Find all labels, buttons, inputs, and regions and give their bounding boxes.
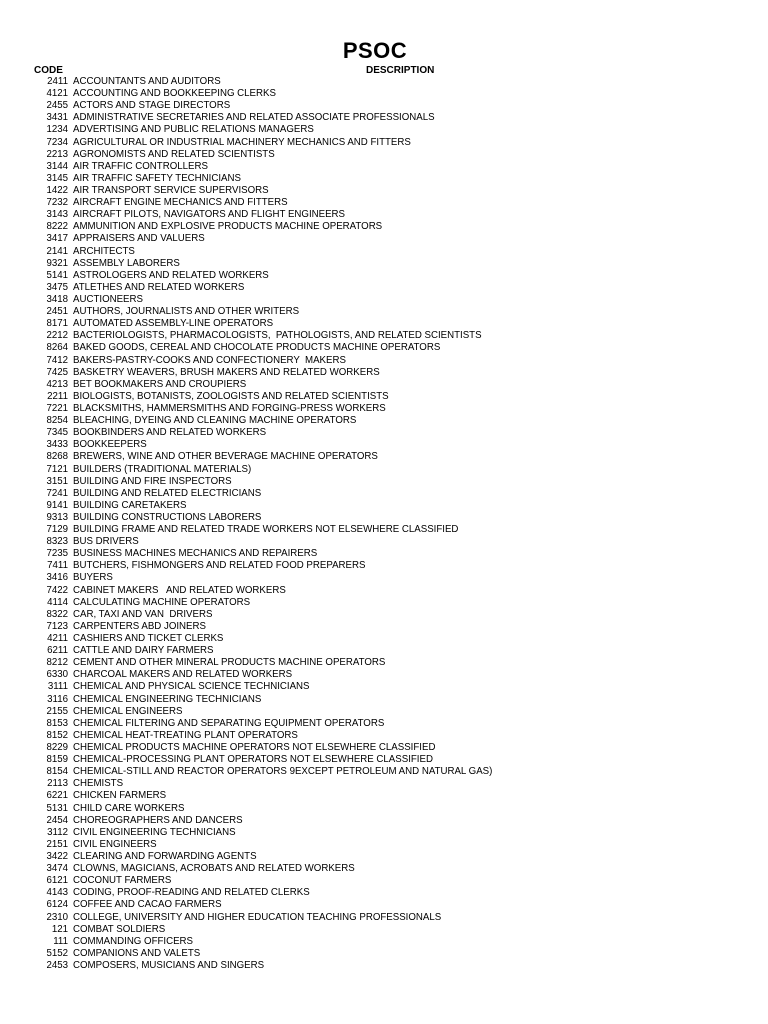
list-item <box>0 657 768 669</box>
occupation-description: CHEMICAL-STILL AND REACTOR OPERATORS 9EXCEPT PETROLEUM AND NATURAL GAS) <box>73 766 493 778</box>
list-item <box>0 233 768 245</box>
occupation-code: 3111 <box>47 681 68 693</box>
list-item <box>0 427 768 439</box>
occupation-code: 3418 <box>46 293 68 305</box>
occupation-code: 7235 <box>46 548 68 560</box>
list-item <box>0 282 768 294</box>
list-item <box>0 451 768 463</box>
occupation-code: 8323 <box>46 536 68 548</box>
list-item <box>0 875 768 887</box>
occupation-description: BAKERS-PASTRY-COOKS AND CONFECTIONERY MAKERS <box>73 354 346 366</box>
occupation-description: ACCOUNTING AND BOOKKEEPING CLERKS <box>73 88 276 100</box>
list-item <box>0 960 768 972</box>
occupation-description: BUS DRIVERS <box>73 536 139 548</box>
occupation-description: CIVIL ENGINEERING TECHNICIANS <box>73 826 236 838</box>
list-item <box>0 512 768 524</box>
list-item <box>0 415 768 427</box>
list-item <box>0 790 768 802</box>
list-item <box>0 161 768 173</box>
list-item <box>0 100 768 112</box>
occupation-code: 7422 <box>46 584 68 596</box>
occupation-code: 3144 <box>46 160 68 172</box>
list-item <box>0 621 768 633</box>
list-item <box>0 778 768 790</box>
occupation-code: 4114 <box>47 596 68 608</box>
occupation-code: 6221 <box>46 790 68 802</box>
occupation-code: 2212 <box>46 330 68 342</box>
occupation-description: CHEMISTS <box>73 778 124 790</box>
occupation-description: AIR TRAFFIC SAFETY TECHNICIANS <box>73 172 241 184</box>
occupation-code: 8212 <box>46 657 68 669</box>
occupation-code: 5141 <box>46 269 68 281</box>
occupation-code: 7121 <box>46 463 68 475</box>
occupation-description: BUYERS <box>73 572 113 584</box>
list-item <box>0 112 768 124</box>
list-item <box>0 815 768 827</box>
occupation-description: BUILDING AND RELATED ELECTRICIANS <box>73 487 262 499</box>
occupation-code: 4121 <box>46 88 68 100</box>
occupation-description: BACTERIOLOGISTS, PHARMACOLOGISTS, PATHOLOGISTS, AND RELATED SCIENTISTS <box>73 330 482 342</box>
occupation-description: AUTOMATED ASSEMBLY-LINE OPERATORS <box>73 318 274 330</box>
page-title: PSOC <box>342 38 408 63</box>
occupation-code: 1234 <box>46 124 68 136</box>
occupation-code: 3422 <box>46 851 68 862</box>
occupation-description: CHEMICAL PRODUCTS MACHINE OPERATORS NOT ELSEWHERE CLASSIFIED <box>73 742 436 754</box>
occupation-description: BUTCHERS, FISHMONGERS AND RELATED FOOD PREPARERS <box>73 560 366 572</box>
occupation-description: CHICKEN FARMERS <box>73 790 167 802</box>
occupation-code: 7241 <box>46 487 68 499</box>
list-item <box>0 197 768 209</box>
description-column-header: DESCRIPTION <box>366 65 435 76</box>
list-item <box>0 500 768 512</box>
occupation-description: BET BOOKMAKERS AND CROUPIERS <box>73 378 247 390</box>
occupation-code: 8268 <box>46 451 68 463</box>
occupation-code: 8264 <box>46 342 68 354</box>
occupation-code: 7232 <box>46 197 68 209</box>
occupation-code: 4213 <box>46 378 68 390</box>
list-item <box>0 597 768 609</box>
occupation-code: 1422 <box>46 184 68 196</box>
occupation-code: 8222 <box>46 221 68 233</box>
list-item <box>0 318 768 330</box>
list-item <box>0 839 768 851</box>
occupation-code: 8153 <box>46 717 68 729</box>
list-item <box>0 379 768 391</box>
list-item <box>0 209 768 221</box>
occupation-code: 6121 <box>46 875 68 887</box>
occupation-code: 2213 <box>46 148 68 160</box>
occupation-code: 3151 <box>46 475 68 487</box>
list-item <box>0 294 768 306</box>
list-item <box>0 899 768 911</box>
occupation-code: 7123 <box>46 620 68 632</box>
occupation-description: CHEMICAL ENGINEERS <box>73 705 183 717</box>
occupation-description: CATTLE AND DAIRY FARMERS <box>73 645 214 657</box>
occupation-description: CHEMICAL FILTERING AND SEPARATING EQUIPMENT OPERATORS <box>73 717 385 729</box>
occupation-description: CLOWNS, MAGICIANS, ACROBATS AND RELATED WORKERS <box>73 863 355 875</box>
occupation-code: 2411 <box>47 76 68 87</box>
list-item <box>0 439 768 451</box>
list-item <box>0 355 768 367</box>
occupation-code: 4211 <box>47 633 68 645</box>
occupation-code: 7411 <box>47 560 68 572</box>
occupation-code: 8229 <box>46 742 68 754</box>
occupation-code: 2211 <box>47 390 68 402</box>
list-item <box>0 391 768 403</box>
occupation-description: COLLEGE, UNIVERSITY AND HIGHER EDUCATION TEACHING PROFESSIONALS <box>73 911 442 923</box>
occupation-description: BAKED GOODS, CEREAL AND CHOCOLATE PRODUCTS MACHINE OPERATORS <box>73 342 441 354</box>
occupation-code: 7412 <box>46 354 68 366</box>
list-item <box>0 912 768 924</box>
occupation-list <box>0 76 768 972</box>
occupation-code: 2451 <box>46 306 68 318</box>
list-item <box>0 185 768 197</box>
occupation-description: CHEMICAL HEAT-TREATING PLANT OPERATORS <box>73 729 298 741</box>
list-item <box>0 669 768 681</box>
list-item <box>0 367 768 379</box>
list-item <box>0 742 768 754</box>
occupation-description: ATLETHES AND RELATED WORKERS <box>73 281 245 293</box>
occupation-description: CHILD CARE WORKERS <box>73 802 185 814</box>
list-item <box>0 609 768 621</box>
occupation-description: BUILDERS (TRADITIONAL MATERIALS) <box>73 463 252 475</box>
occupation-code: 9313 <box>46 511 68 523</box>
occupation-code: 3112 <box>47 826 68 838</box>
occupation-description: ADVERTISING AND PUBLIC RELATIONS MANAGERS <box>73 124 314 136</box>
occupation-code: 3431 <box>46 112 68 124</box>
occupation-description: BIOLOGISTS, BOTANISTS, ZOOLOGISTS AND RELATED SCIENTISTS <box>73 390 389 402</box>
occupation-code: 8154 <box>46 766 68 778</box>
occupation-code: 2454 <box>46 814 68 826</box>
occupation-code: 2151 <box>46 838 68 850</box>
list-item <box>0 88 768 100</box>
occupation-code: 5131 <box>46 802 68 814</box>
occupation-description: ASTROLOGERS AND RELATED WORKERS <box>73 269 269 281</box>
occupation-code: 8254 <box>46 415 68 427</box>
list-item <box>0 863 768 875</box>
list-item <box>0 706 768 718</box>
list-item <box>0 536 768 548</box>
list-item <box>0 572 768 584</box>
occupation-description: BUILDING AND FIRE INSPECTORS <box>73 475 232 487</box>
occupation-code: 111 <box>53 935 68 947</box>
list-item <box>0 924 768 936</box>
list-item <box>0 730 768 742</box>
list-item <box>0 718 768 730</box>
list-item <box>0 488 768 500</box>
occupation-description: AGRONOMISTS AND RELATED SCIENTISTS <box>73 148 275 160</box>
list-item <box>0 173 768 185</box>
list-item <box>0 694 768 706</box>
list-item <box>0 246 768 258</box>
occupation-code: 5152 <box>46 947 68 959</box>
occupation-description: ACCOUNTANTS AND AUDITORS <box>73 76 221 87</box>
occupation-description: CHEMICAL-PROCESSING PLANT OPERATORS NOT ELSEWHERE CLASSIFIED <box>73 754 433 766</box>
list-item <box>0 887 768 899</box>
occupation-description: ADMINISTRATIVE SECRETARIES AND RELATED ASSOCIATE PROFESSIONALS <box>73 112 435 124</box>
occupation-description: ARCHITECTS <box>73 245 135 257</box>
occupation-code: 7129 <box>46 524 68 536</box>
occupation-code: 3417 <box>46 233 68 245</box>
occupation-code: 3145 <box>46 172 68 184</box>
list-item <box>0 766 768 778</box>
occupation-code: 3416 <box>46 572 68 584</box>
occupation-description: BOOKKEEPERS <box>73 439 147 451</box>
occupation-code: 6211 <box>47 645 68 657</box>
occupation-description: ACTORS AND STAGE DIRECTORS <box>73 100 231 112</box>
occupation-code: 7234 <box>46 136 68 148</box>
list-item <box>0 681 768 693</box>
occupation-description: COMMANDING OFFICERS <box>73 935 194 947</box>
occupation-code: 4143 <box>46 887 68 899</box>
occupation-code: 2141 <box>46 245 68 257</box>
list-item <box>0 633 768 645</box>
occupation-description: CIVIL ENGINEERS <box>73 838 157 850</box>
occupation-description: CEMENT AND OTHER MINERAL PRODUCTS MACHINE OPERATORS <box>73 657 386 669</box>
occupation-description: CASHIERS AND TICKET CLERKS <box>73 633 224 645</box>
list-item <box>0 76 768 88</box>
occupation-description: AUTHORS, JOURNALISTS AND OTHER WRITERS <box>73 306 300 318</box>
list-item <box>0 827 768 839</box>
list-item <box>0 645 768 657</box>
list-item <box>0 342 768 354</box>
occupation-description: AMMUNITION AND EXPLOSIVE PRODUCTS MACHINE OPERATORS <box>73 221 383 233</box>
occupation-code: 8171 <box>46 318 68 330</box>
list-item <box>0 149 768 161</box>
occupation-description: BOOKBINDERS AND RELATED WORKERS <box>73 427 267 439</box>
list-item <box>0 524 768 536</box>
list-item <box>0 270 768 282</box>
occupation-description: BASKETRY WEAVERS, BRUSH MAKERS AND RELATED WORKERS <box>73 366 380 378</box>
occupation-code: 2155 <box>46 705 68 717</box>
occupation-description: AIRCRAFT ENGINE MECHANICS AND FITTERS <box>73 197 288 209</box>
occupation-description: CHOREOGRAPHERS AND DANCERS <box>73 814 243 826</box>
occupation-code: 7425 <box>46 366 68 378</box>
occupation-description: COMPOSERS, MUSICIANS AND SINGERS <box>73 959 265 971</box>
occupation-description: COCONUT FARMERS <box>73 875 172 887</box>
occupation-code: 6124 <box>46 899 68 911</box>
occupation-description: COFFEE AND CACAO FARMERS <box>73 899 222 911</box>
occupation-code: 7221 <box>46 402 68 414</box>
list-item <box>0 548 768 560</box>
occupation-description: CARPENTERS ABD JOINERS <box>73 620 206 632</box>
list-item <box>0 258 768 270</box>
list-item <box>0 851 768 863</box>
list-item <box>0 476 768 488</box>
occupation-description: COMBAT SOLDIERS <box>73 923 166 935</box>
list-item <box>0 124 768 136</box>
list-item <box>0 330 768 342</box>
occupation-code: 2455 <box>46 100 68 112</box>
occupation-code: 7345 <box>46 427 68 439</box>
occupation-code: 3474 <box>46 863 68 875</box>
occupation-description: CHARCOAL MAKERS AND RELATED WORKERS <box>73 669 293 681</box>
occupation-description: ASSEMBLY LABORERS <box>73 257 180 269</box>
occupation-description: CLEARING AND FORWARDING AGENTS <box>73 851 257 862</box>
occupation-description: APPRAISERS AND VALUERS <box>73 233 205 245</box>
occupation-code: 3433 <box>46 439 68 451</box>
occupation-description: BUILDING CONSTRUCTIONS LABORERS <box>73 511 262 523</box>
occupation-code: 2113 <box>47 778 68 790</box>
occupation-description: CAR, TAXI AND VAN DRIVERS <box>73 608 213 620</box>
list-item <box>0 803 768 815</box>
occupation-description: BUILDING CARETAKERS <box>73 499 187 511</box>
list-item <box>0 560 768 572</box>
occupation-description: AIR TRAFFIC CONTROLLERS <box>73 160 208 172</box>
occupation-code: 8152 <box>46 729 68 741</box>
occupation-code: 3116 <box>47 693 68 705</box>
list-item <box>0 221 768 233</box>
occupation-code: 9321 <box>46 257 68 269</box>
occupation-code: 8159 <box>46 754 68 766</box>
occupation-description: AIR TRANSPORT SERVICE SUPERVISORS <box>73 184 269 196</box>
list-item <box>0 948 768 960</box>
occupation-code: 6330 <box>46 669 68 681</box>
list-item <box>0 936 768 948</box>
code-column-header: CODE <box>34 65 63 76</box>
occupation-description: BUILDING FRAME AND RELATED TRADE WORKERS NOT ELSEWHERE CLASSIFIED <box>73 524 459 536</box>
occupation-description: BLACKSMITHS, HAMMERSMITHS AND FORGING-PRESS WORKERS <box>73 402 386 414</box>
occupation-description: BLEACHING, DYEING AND CLEANING MACHINE OPERATORS <box>73 415 357 427</box>
occupation-description: BUSINESS MACHINES MECHANICS AND REPAIRERS <box>73 548 318 560</box>
list-item <box>0 754 768 766</box>
list-item <box>0 403 768 415</box>
occupation-description: CABINET MAKERS AND RELATED WORKERS <box>73 584 286 596</box>
occupation-description: AUCTIONEERS <box>73 293 143 305</box>
list-item <box>0 464 768 476</box>
occupation-code: 3143 <box>46 209 68 221</box>
occupation-code: 2310 <box>46 911 68 923</box>
occupation-description: CODING, PROOF-READING AND RELATED CLERKS <box>73 887 310 899</box>
occupation-code: 3475 <box>46 281 68 293</box>
occupation-description: COMPANIONS AND VALETS <box>73 947 201 959</box>
occupation-description: BREWERS, WINE AND OTHER BEVERAGE MACHINE OPERATORS <box>73 451 378 463</box>
occupation-code: 8322 <box>46 608 68 620</box>
occupation-description: AIRCRAFT PILOTS, NAVIGATORS AND FLIGHT ENGINEERS <box>73 209 346 221</box>
occupation-description: CHEMICAL ENGINEERING TECHNICIANS <box>73 693 262 705</box>
list-item <box>0 306 768 318</box>
occupation-description: CALCULATING MACHINE OPERATORS <box>73 596 251 608</box>
occupation-code: 121 <box>51 923 68 935</box>
occupation-code: 9141 <box>46 499 68 511</box>
occupation-description: AGRICULTURAL OR INDUSTRIAL MACHINERY MECHANICS AND FITTERS <box>73 136 411 148</box>
list-item <box>0 585 768 597</box>
occupation-code: 2453 <box>46 959 68 971</box>
list-item <box>0 137 768 149</box>
occupation-description: CHEMICAL AND PHYSICAL SCIENCE TECHNICIANS <box>73 681 310 693</box>
